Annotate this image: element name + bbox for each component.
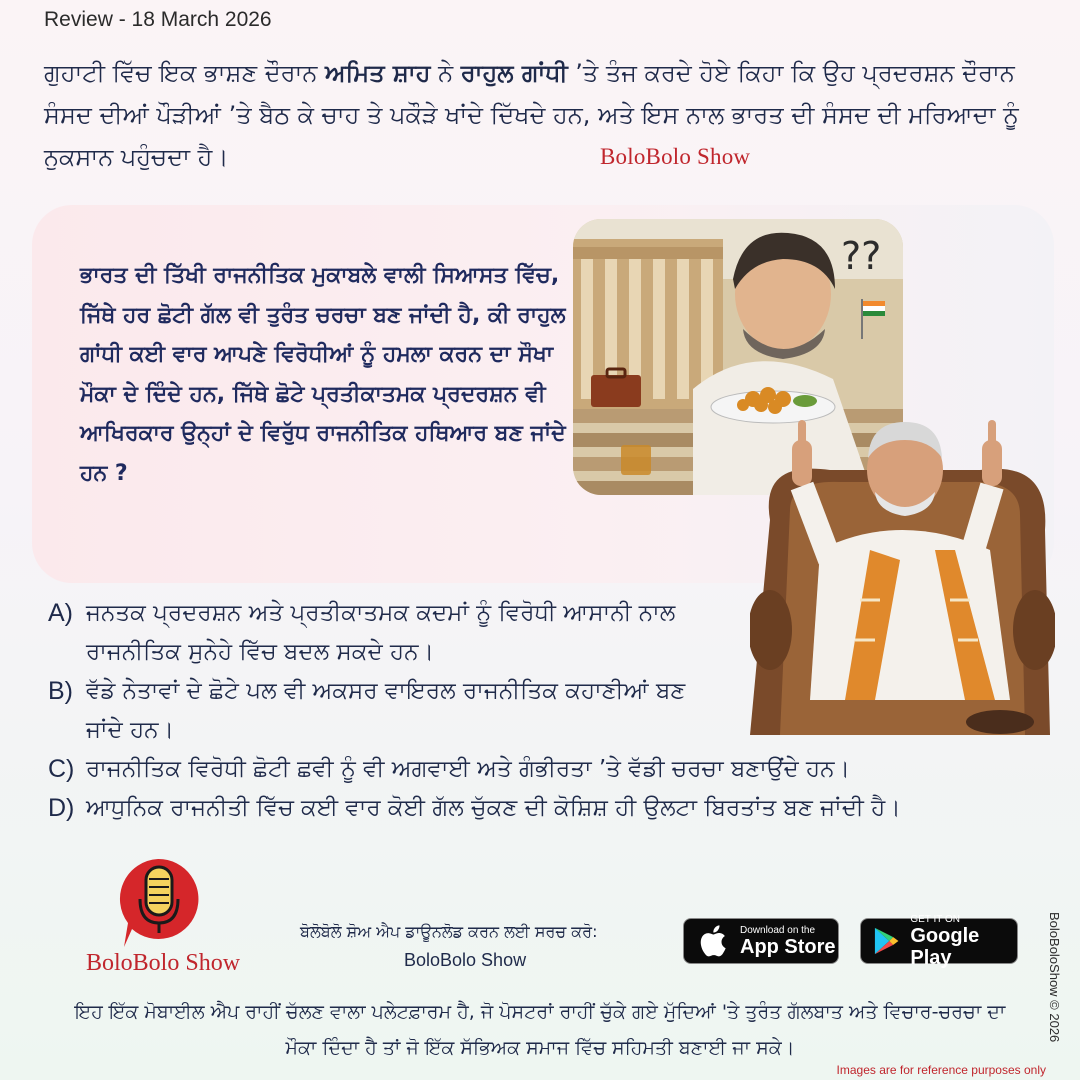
option-b-key: B) [48,677,73,705]
google-play-small-text: GET IT ON [910,913,960,925]
intro-name-rahul-gandhi: ਰਾਹੁਲ ਗਾਂਧੀ [460,59,568,87]
review-date: Review - 18 March 2026 [44,8,272,31]
option-d-text: ਆਧੁਨਿਕ ਰਾਜਨੀਤੀ ਵਿੱਚ ਕਈ ਵਾਰ ਕੋਈ ਗੱਲ ਚੁੱਕਣ ਦੀ ਕੋਸ਼ਿਸ਼ ਹੀ ਉਲਟਾ ਬਿਰਤਾਂਤ ਬਣ ਜਾਂਦੀ ਹੈ। [86,795,901,821]
option-a-text: ਜਨਤਕ ਪ੍ਰਦਰਸ਼ਨ ਅਤੇ ਪ੍ਰਤੀਕਾਤਮਕ ਕਦਮਾਂ ਨੂੰ ਵਿਰੋਧੀ ਆਸਾਨੀ ਨਾਲ ਰਾਜਨੀਤਿਕ ਸੁਨੇਹੇ ਵਿੱਚ ਬਦਲ ਸਕਦੇ ਹਨ। [86,600,676,665]
option-a[interactable] [48,594,1058,672]
footer-description: ਇਹ ਇੱਕ ਮੋਬਾਈਲ ਐਪ ਰਾਹੀਂ ਚੱਲਣ ਵਾਲਾ ਪਲੇਟਫ਼ਾਰਮ ਹੈ, ਜੋ ਪੋਸਟਰਾਂ ਰਾਹੀਂ ਚੁੱਕੇ ਗਏ ਮੁੱਦਿਆਂ 'ਤੇ ਤੁਰੰਤ ਗੱਲਬਾਤ ਅਤੇ ਵਿਚਾਰ-ਚਰਚਾ ਦਾ ਮੌਕਾ ਦਿੰਦਾ ਹੈ ਤਾਂ ਜੋ ਇੱਕ ਸੱਭਿਅਕ ਸਮਾਜ ਵਿੱਚ ਸਹਿਮਤੀ ਬਣਾਈ ਜਾ ਸਕੇ। [74,1001,1006,1059]
bolobolo-logo-text: BoloBolo Show [86,950,241,976]
question-marks: ?? [841,234,882,278]
app-store-small-text: Download on the [740,924,816,936]
option-c-text: ਰਾਜਨੀਤਿਕ ਵਿਰੋਧੀ ਛੋਟੀ ਛਵੀ ਨੂੰ ਵੀ ਅਗਵਾਈ ਅਤੇ ਗੰਭੀਰਤਾ ’ਤੇ ਵੱਡੀ ਚਰਚਾ ਬਣਾਉਂਦੇ ਹਨ। [86,756,851,782]
intro-text-1: ਗੁਹਾਟੀ ਵਿੱਚ ਇਕ ਭਾਸ਼ਣ ਦੌਰਾਨ [44,59,326,87]
option-d-key: D) [48,794,75,822]
option-d[interactable] [48,789,1058,828]
intro-paragraph [44,52,1044,178]
question-text: ਭਾਰਤ ਦੀ ਤਿੱਖੀ ਰਾਜਨੀਤਿਕ ਮੁਕਾਬਲੇ ਵਾਲੀ ਸਿਆਸਤ ਵਿੱਚ, ਜਿੱਥੇ ਹਰ ਛੋਟੀ ਗੱਲ ਵੀ ਤੁਰੰਤ ਚਰਚਾ ਬਣ ਜਾਂਦੀ ਹੈ, ਕੀ ਰਾਹੁਲ ਗਾਂਧੀ ਕਈ ਵਾਰ ਆਪਣੇ ਵਿਰੋਧੀਆਂ ਨੂੰ ਹਮਲਾ ਕਰਨ ਦਾ ਸੌਖਾ ਮੌਕਾ ਦੇ ਦਿੰਦੇ ਹਨ, ਜਿੱਥੇ ਛੋਟੇ ਪ੍ਰਤੀਕਾਤਮਕ ਪ੍ਰਦਰਸ਼ਨ ਵੀ ਆਖਿਰਕਾਰ ਉਨ੍ਹਾਂ ਦੇ ਵਿਰੁੱਧ ਰਾਜਨੀਤਿਕ ਹਥਿਆਰ ਬਣ ਜਾਂਦੇ ਹਨ ? [80,263,566,486]
copyright-vertical [1044,912,1066,1062]
download-instruction: ਬੋਲੋਬੋਲੋ ਸ਼ੋਅ ਐਪ ਡਾਊਨਲੋਡ ਕਰਨ ਲਈ ਸਰਚ ਕਰੋ: [300,922,598,941]
answer-options [48,594,1058,828]
apple-icon [694,921,734,961]
intro-text-3: ’ਤੇ ਤੰਜ ਕਰਦੇ ਹੋਏ ਕਿਹਾ ਕਿ ਉਹ ਪ੍ਰਦਰਸ਼ਨ ਦੌਰਾਨ ਸੰਸਦ ਦੀਆਂ ਪੌੜੀਆਂ ’ਤੇ ਬੈਠ ਕੇ ਚਾਹ ਤੇ ਪਕੌੜੇ ਖਾਂਦੇ ਦਿੱਖਦੇ ਹਨ, ਅਤੇ ਇਸ ਨਾਲ ਭਾਰਤ ਦੀ ਸੰਸਦ ਦੀ ਮਰਿਆਦਾ ਨੂੰ ਨੁਕਸਾਨ ਪਹੁੰਚਦਾ ਹੈ। [44,59,1019,171]
option-b[interactable] [48,672,1058,750]
option-c-key: C) [48,755,75,783]
download-app-name: BoloBolo Show [404,950,527,970]
image-disclaimer: Images are for reference purposes only [836,1063,1046,1077]
app-store-large-text: App Store [740,935,836,958]
copyright-text: BoloBoloShow © 2026 [1047,912,1062,1043]
google-play-large-text: Google Play [910,924,980,969]
option-c[interactable] [48,750,1058,789]
option-b-text: ਵੱਡੇ ਨੇਤਾਵਾਂ ਦੇ ਛੋਟੇ ਪਲ ਵੀ ਅਕਸਰ ਵਾਇਰਲ ਰਾਜਨੀਤਿਕ ਕਹਾਣੀਆਂ ਬਣ ਜਾਂਦੇ ਹਨ। [86,678,686,743]
brand-watermark: BoloBolo Show [600,144,751,169]
microphone-logo-icon [86,855,246,955]
google-play-icon [871,924,902,958]
google-play-button[interactable] [860,913,1018,969]
intro-name-amit-shah: ਅਮਿਤ ਸ਼ਾਹ [325,59,431,87]
option-a-key: A) [48,599,73,627]
app-store-button[interactable] [683,918,839,964]
intro-text-2: ਨੇ [430,59,461,87]
